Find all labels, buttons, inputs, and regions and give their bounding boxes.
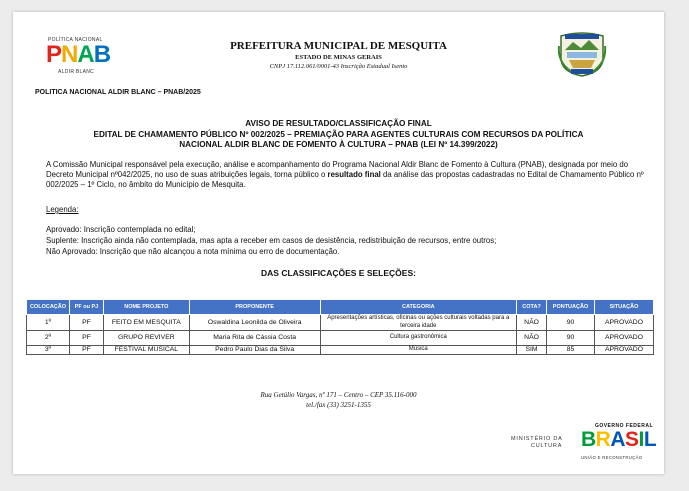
result-bold: resultado final xyxy=(327,170,381,180)
gov-logo-word: BRASIL xyxy=(581,428,657,451)
table-cell: 2º xyxy=(27,331,70,346)
gov-logo-bottom: UNIÃO E RECONSTRUÇÃO xyxy=(581,455,643,460)
gov-logo-top: GOVERNO FEDERAL xyxy=(594,423,653,429)
section-title: DAS CLASSIFICAÇÕES E SELEÇÕES: xyxy=(261,268,416,278)
footer-address xyxy=(13,390,664,410)
table-cell: 90 xyxy=(547,331,595,346)
table-cell: 90 xyxy=(547,315,595,331)
legend-list xyxy=(46,224,496,257)
legend-item: Suplente: Inscrição ainda não contemplada, mas apta a receber em casos de desistência, redistribuição de recursos, entre outros; xyxy=(46,236,497,245)
pnab-caption: POLITICA NACIONAL ALDIR BLANC – PNAB/2025 xyxy=(35,89,201,96)
table-cell: APROVADO xyxy=(595,331,654,346)
results-table xyxy=(26,299,654,355)
document-page xyxy=(13,12,664,474)
table-cell: APROVADO xyxy=(595,315,654,331)
col-header: PONTUAÇÃO xyxy=(547,300,595,315)
pnab-logo-top: POLÍTICA NACIONAL xyxy=(48,37,103,43)
phone-line: tel./fax (33) 3251-1355 xyxy=(306,401,371,409)
table-row xyxy=(27,331,654,346)
col-header: COLOCAÇÃO xyxy=(27,300,70,315)
page-subtitle: ESTADO DE MINAS GERAIS xyxy=(295,54,382,61)
table-row xyxy=(27,315,654,331)
table-cell: Cultura gastronômica xyxy=(320,331,517,346)
table-cell: 85 xyxy=(547,346,595,355)
col-header: SITUAÇÃO xyxy=(595,300,654,315)
ministry-label: MINISTÉRIO DA CULTURA xyxy=(511,436,563,449)
col-header: PROPONENTE xyxy=(189,300,320,315)
table-cell: PF xyxy=(69,346,103,355)
table-cell: APROVADO xyxy=(595,346,654,355)
table-cell: FEITO EM MESQUITA xyxy=(103,315,189,331)
table-cell: NÃO xyxy=(517,331,547,346)
table-cell: GRUPO REVIVER xyxy=(103,331,189,346)
notice-edital-cont: NACIONAL ALDIR BLANC DE FOMENTO À CULTURA – PNAB (LEI Nº 14.399/2022) xyxy=(179,140,498,149)
page-title: PREFEITURA MUNICIPAL DE MESQUITA xyxy=(230,40,447,52)
col-header: COTA? xyxy=(517,300,547,315)
table-cell: PF xyxy=(69,315,103,331)
table-cell: Música xyxy=(320,346,517,355)
table-cell: FESTIVAL MUSICAL xyxy=(103,346,189,355)
table-row xyxy=(27,346,654,355)
intro-paragraph: A Comissão Municipal responsável pela execução, análise e acompanhamento do Programa Nacional Aldir Blanc de Fomento à Cultura (PNAB), designada por meio do Decreto Municipal nº042/2025, no uso de suas atribuições legais, torna público o resultado final da análise das propostas cadastradas no Edital de Chamamento Público nº 002/2025 – 1º Ciclo, no âmbito do Município de Mesquita. xyxy=(46,160,644,190)
table-header-row xyxy=(27,300,654,315)
col-header: NOME PROJETO xyxy=(103,300,189,315)
governo-federal-logo xyxy=(579,423,657,467)
legend-title: Legenda: xyxy=(46,205,79,214)
address-line: Rua Getúlio Vargas, nº 171 – Centro – CEP 35.116-000 xyxy=(260,391,417,399)
table-cell: PF xyxy=(69,331,103,346)
table-cell: NÃO xyxy=(517,315,547,331)
legend-item: Aprovado: Inscrição contemplada no edital; xyxy=(46,225,196,234)
pnab-logo-word: PNAB xyxy=(46,41,111,68)
pnab-logo-bottom: ALDIR BLANC xyxy=(58,69,95,75)
table-cell: Oswaldina Leonilda de Oliveira xyxy=(189,315,320,331)
table-cell: Pedro Paulo Dias da Silva xyxy=(189,346,320,355)
notice-title: AVISO DE RESULTADO/CLASSIFICAÇÃO FINAL xyxy=(245,119,432,128)
table-cell: Apresentações artísticas, oficinas ou ações culturais voltadas para a terceira idade xyxy=(320,315,517,331)
notice-edital: EDITAL DE CHAMAMENTO PÚBLICO Nº 002/2025 – PREMIAÇÃO PARA AGENTES CULTURAIS COM RECURSOS DA POLÍTICA xyxy=(93,129,584,139)
col-header: PF ou PJ xyxy=(69,300,103,315)
municipal-crest-icon xyxy=(557,28,607,78)
table-cell: SIM xyxy=(517,346,547,355)
table-cell: 1º xyxy=(27,315,70,331)
cnpj-text: CNPJ 17.112.061/0001-43 Inscrição Estadual Isento xyxy=(269,63,408,70)
legend-item: Não Aprovado: Inscrição que não alcançou a nota mínima ou erro de documentação. xyxy=(46,247,340,256)
col-header: CATEGORIA xyxy=(320,300,517,315)
table-cell: Maria Rita de Cássia Costa xyxy=(189,331,320,346)
table-cell: 3º xyxy=(27,346,70,355)
